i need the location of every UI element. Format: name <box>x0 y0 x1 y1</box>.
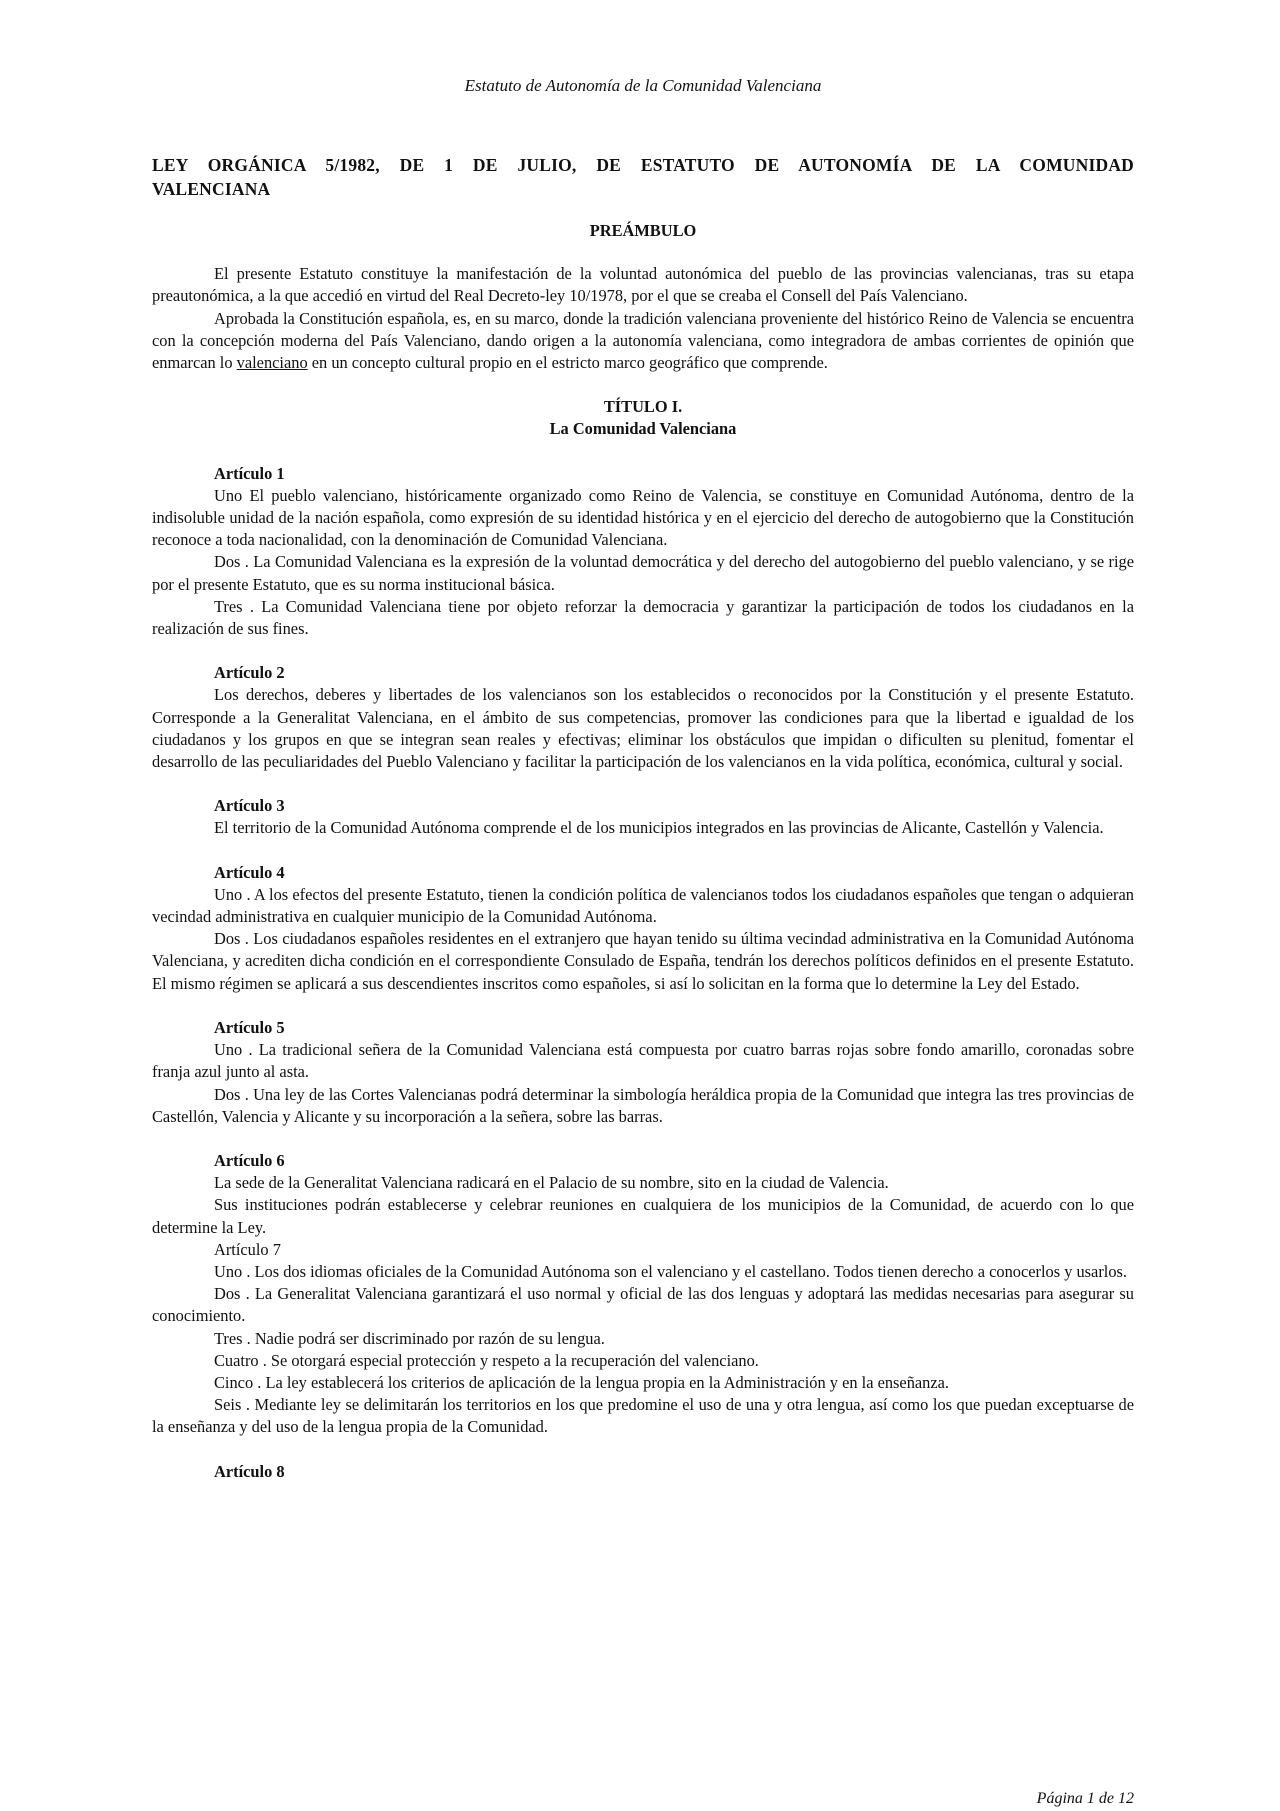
article-1-heading: Artículo 1 <box>214 463 285 483</box>
law-title <box>152 153 1134 201</box>
article-7-paragraph-1: Uno . Los dos idiomas oficiales de la Comunidad Autónoma son el valenciano y el castellano. Todos tienen derecho a conocerlos y usarlos. <box>214 1261 1128 1281</box>
title-name: La Comunidad Valenciana <box>549 419 737 439</box>
article-7-paragraph-5: Cinco . La ley establecerá los criterios de aplicación de la lengua propia en la Administración y en la enseñanza. <box>214 1372 950 1392</box>
law-title-line-1: LEY ORGÁNICA 5/1982, DE 1 DE JULIO, DE ESTATUTO DE AUTONOMÍA DE LA COMUNIDAD <box>152 155 1134 175</box>
article-1-paragraph-1: Uno El pueblo valenciano, históricamente organizado como Reino de Valencia, se constituye en Comunidad Autónoma, dentro de la indisoluble unidad de la nación española, como expresión de su identidad histórica y en el ejercicio del derecho de autogobierno que la Constitución reconoce a toda nacionalidad, con la denominación de Comunidad Valenciana. <box>152 485 1134 550</box>
article-2-heading: Artículo 2 <box>214 663 285 683</box>
article-4-heading: Artículo 4 <box>214 862 285 882</box>
page-number-footer: Página 1 de 12 <box>1036 1790 1134 1807</box>
article-2-paragraph-1: Los derechos, deberes y libertades de los valencianos son los establecidos o reconocidos por la Constitución y el presente Estatuto. Corresponde a la Generalitat Valenciana, en el ámbito de sus competencias, promover las condiciones para que la libertad e igualdad de los ciudadanos y los grupos en que se integran sean reales y efectivas; eliminar los obstáculos que impidan o dificulten su plenitud, fomentar el desarrollo de las peculiaridades del Pueblo Valenciano y facilitar la participación de los valencianos en la vida política, económica, cultural y social. <box>152 685 1134 772</box>
article-7-paragraph-2: Dos . La Generalitat Valenciana garantizará el uso normal y oficial de las dos lenguas y adoptará las medidas necesarias para asegurar su conocimiento. <box>152 1284 1134 1326</box>
preamble-heading: PREÁMBULO <box>589 221 697 240</box>
preamble-paragraph-2 <box>152 308 1134 375</box>
article-5-paragraph-1: Uno . La tradicional señera de la Comunidad Valenciana está compuesta por cuatro barras rojas sobre fondo amarillo, coronadas sobre franja azul junto al asta. <box>152 1040 1134 1082</box>
article-6-paragraph-1: La sede de la Generalitat Valenciana radicará en el Palacio de su nombre, sito en la ciudad de Valencia. <box>214 1173 889 1193</box>
article-6-paragraph-2: Sus instituciones podrán establecerse y celebrar reuniones en cualquiera de los municipios de la Comunidad, de acuerdo con lo que determine la Ley. <box>152 1195 1134 1237</box>
article-5-heading: Artículo 5 <box>214 1017 285 1037</box>
document-body <box>152 220 1134 1483</box>
preamble-paragraph-1: El presente Estatuto constituye la manifestación de la voluntad autonómica del pueblo de las provincias valencianas, tras su etapa preautonómica, a la que accedió en virtud del Real Decreto-ley 10/1978, por el que se creaba el Consell del País Valenciano. <box>152 264 1134 306</box>
article-7-paragraph-4: Cuatro . Se otorgará especial protección y respeto a la recuperación del valenciano. <box>214 1350 759 1370</box>
article-8-heading: Artículo 8 <box>214 1461 285 1481</box>
preamble-paragraph-2-text-a: Aprobada la Constitución española, es, en su marco, donde la tradición valenciana proveniente del histórico Reino de Valencia se encuentra con la concepción moderna del País Valenciano, dando origen a la autonomía valenciana, como integradora de ambas corrientes de opinión que enmarcan lo <box>152 308 1134 373</box>
article-1-paragraph-2: Dos . La Comunidad Valenciana es la expresión de la voluntad democrática y del derecho del autogobierno del pueblo valenciano, y se rige por el presente Estatuto, que es su norma institucional básica. <box>152 552 1134 594</box>
article-5-paragraph-2: Dos . Una ley de las Cortes Valencianas podrá determinar la simbología heráldica propia de la Comunidad que integra las tres provincias de Castellón, Valencia y Alicante y su incorporación a la señera, sobre las barras. <box>152 1084 1134 1126</box>
article-4-paragraph-1: Uno . A los efectos del presente Estatuto, tienen la condición política de valencianos todos los ciudadanos españoles que tengan o adquieran vecindad administrativa en cualquier municipio de la Comunidad Autónoma. <box>152 884 1134 927</box>
article-7-paragraph-6: Seis . Mediante ley se delimitarán los territorios en los que predomine el uso de una y otra lengua, así como los que puedan exceptuarse de la enseñanza y del uso de la lengua propia de la Comunidad. <box>152 1395 1134 1437</box>
underlined-word: valenciano <box>236 353 308 373</box>
article-7-paragraph-3: Tres . Nadie podrá ser discriminado por razón de su lengua. <box>214 1328 605 1348</box>
law-title-line-2: VALENCIANA <box>152 179 271 199</box>
title-number: TÍTULO I. <box>603 397 683 417</box>
article-1-paragraph-3: Tres . La Comunidad Valenciana tiene por objeto reforzar la democracia y garantizar la participación de todos los ciudadanos en la realización de sus fines. <box>152 596 1134 639</box>
running-header: Estatuto de Autonomía de la Comunidad Valenciana <box>464 76 822 95</box>
article-4-paragraph-2: Dos . Los ciudadanos españoles residentes en el extranjero que hayan tenido su última vecindad administrativa en la Comunidad Autónoma Valenciana, y acrediten dicha condición en el correspondiente Consulado de España, tendrán los derechos políticos definidos en el presente Estatuto. El mismo régimen se aplicará a sus descendientes inscritos como españoles, si así lo solicitan en la forma que lo determine la Ley del Estado. <box>152 929 1134 993</box>
preamble-paragraph-2-text-b: en un concepto cultural propio en el estricto marco geográfico que comprende. <box>307 353 828 373</box>
article-7-heading: Artículo 7 <box>214 1239 281 1259</box>
article-3-heading: Artículo 3 <box>214 796 285 816</box>
article-6-heading: Artículo 6 <box>214 1150 285 1170</box>
article-3-paragraph-1: El territorio de la Comunidad Autónoma comprende el de los municipios integrados en las provincias de Alicante, Castellón y Valencia. <box>214 818 1104 838</box>
